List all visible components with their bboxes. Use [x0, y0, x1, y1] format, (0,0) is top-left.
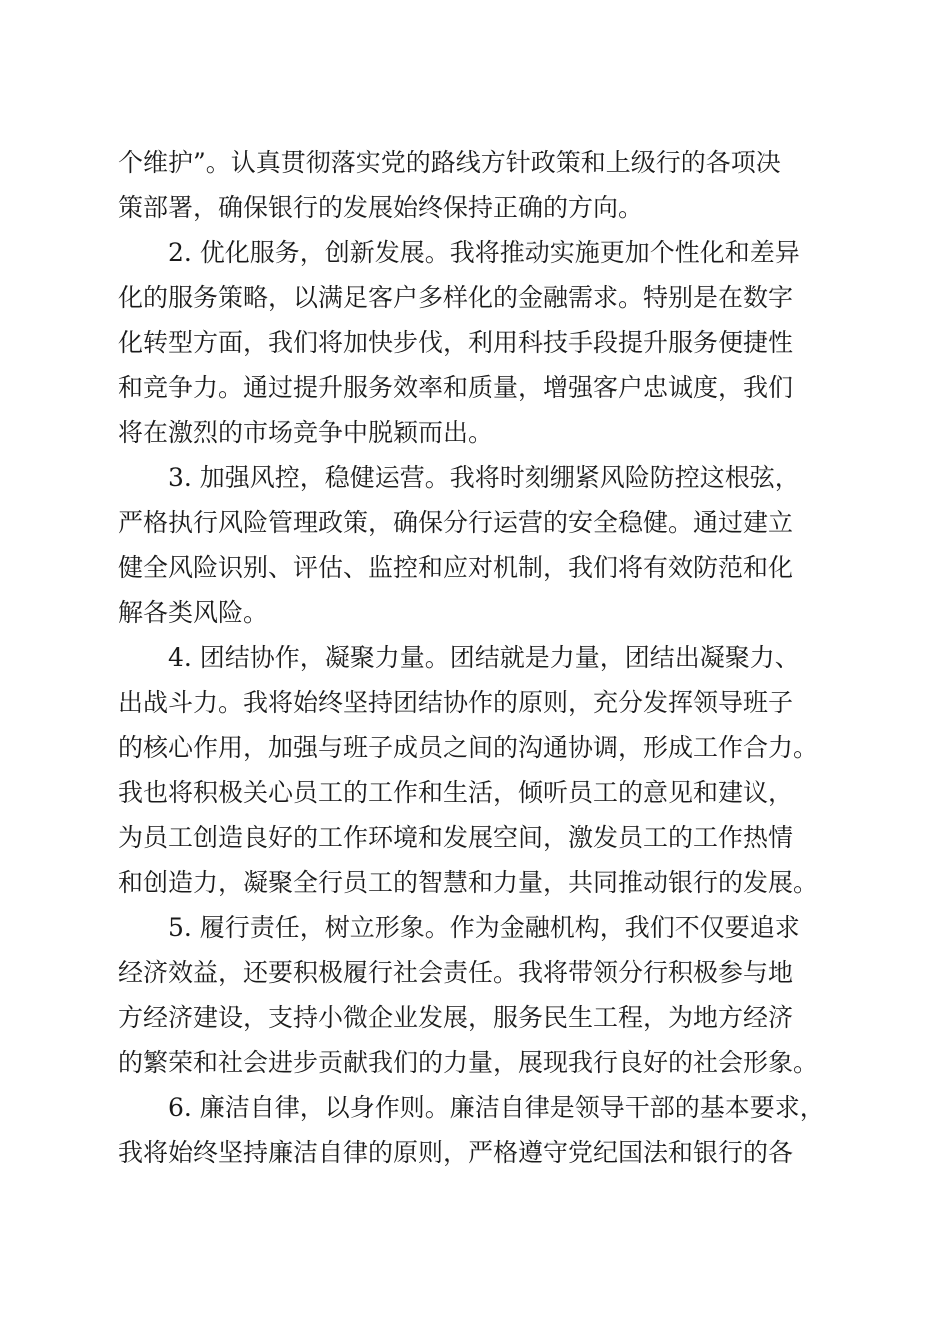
text-line: 方经济建设，支持小微企业发展，服务民生工程，为地方经济 — [118, 1003, 794, 1032]
paragraph-item-5 — [118, 905, 828, 1085]
text-line: 我将始终坚持廉洁自律的原则，严格遵守党纪国法和银行的各 — [118, 1138, 794, 1167]
text-line: 5. 履行责任，树立形象。作为金融机构，我们不仅要追求 — [168, 913, 800, 942]
paragraph-item-6 — [118, 1085, 828, 1175]
text-line: 我也将积极关心员工的工作和生活，倾听员工的意见和建议， — [118, 778, 794, 807]
text-line: 为员工创造良好的工作环境和发展空间，激发员工的工作热情 — [118, 823, 794, 852]
text-line: 2. 优化服务，创新发展。我将推动实施更加个性化和差异 — [168, 238, 800, 267]
text-line: 化的服务策略，以满足客户多样化的金融需求。特别是在数字 — [118, 283, 794, 312]
text-line: 4. 团结协作，凝聚力量。团结就是力量，团结出凝聚力、 — [168, 643, 800, 672]
text-line: 3. 加强风控，稳健运营。我将时刻绷紧风险防控这根弦， — [168, 463, 800, 492]
text-line: 和创造力，凝聚全行员工的智慧和力量，共同推动银行的发展。 — [118, 868, 819, 897]
text-line: 出战斗力。我将始终坚持团结协作的原则，充分发挥领导班子 — [118, 688, 794, 717]
text-line: 将在激烈的市场竞争中脱颖而出。 — [118, 418, 494, 447]
text-line: 经济效益，还要积极履行社会责任。我将带领分行积极参与地 — [118, 958, 794, 987]
text-line: 策部署，确保银行的发展始终保持正确的方向。 — [118, 193, 644, 222]
text-line: 化转型方面，我们将加快步伐，利用科技手段提升服务便捷性 — [118, 328, 794, 357]
text-line: 的繁荣和社会进步贡献我们的力量，展现我行良好的社会形象。 — [118, 1048, 819, 1077]
paragraph-item-4 — [118, 635, 828, 905]
paragraph-item-2 — [118, 230, 828, 455]
text-line: 的核心作用，加强与班子成员之间的沟通协调，形成工作合力。 — [118, 733, 819, 762]
text-line: 严格执行风险管理政策，确保分行运营的安全稳健。通过建立 — [118, 508, 794, 537]
text-line: 健全风险识别、评估、监控和应对机制，我们将有效防范和化 — [118, 553, 794, 582]
text-line: 解各类风险。 — [118, 598, 269, 627]
text-line: 和竞争力。通过提升服务效率和质量，增强客户忠诚度，我们 — [118, 373, 794, 402]
document-body — [118, 140, 828, 1175]
text-line: 个维护”。认真贯彻落实党的路线方针政策和上级行的各项决 — [118, 148, 781, 177]
text-line: 6. 廉洁自律，以身作则。廉洁自律是领导干部的基本要求， — [168, 1093, 825, 1122]
paragraph-continuation — [118, 140, 828, 230]
paragraph-item-3 — [118, 455, 828, 635]
